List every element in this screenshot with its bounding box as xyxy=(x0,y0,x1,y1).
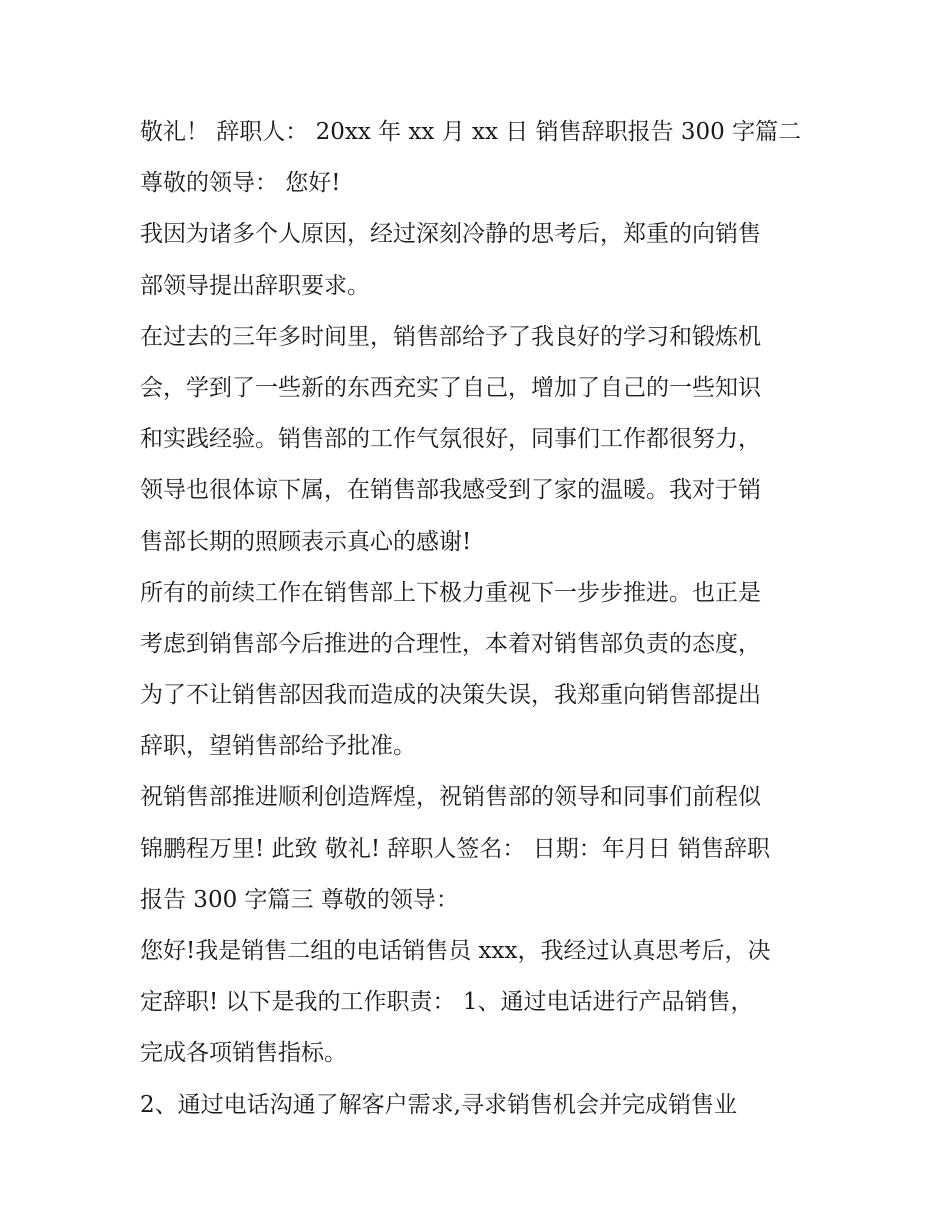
text-line: 考虑到销售部今后推进的合理性，本着对销售部负责的态度， xyxy=(140,630,761,657)
text-line: 所有的前续工作在销售部上下极力重视下一步步推进。也正是 xyxy=(140,579,761,606)
text-line: 敬礼！ 辞职人： 20xx 年 xx 月 xx 日 销售辞职报告 300 字篇二 xyxy=(140,119,802,145)
text-line: 会，学到了一些新的东西充实了自己，增加了自己的一些知识 xyxy=(140,374,761,401)
text-line: 为了不让销售部因我而造成的决策失误，我郑重向销售部提出 xyxy=(140,682,761,709)
text-line: 售部长期的照顾表示真心的感谢! xyxy=(140,528,472,555)
text-line: 完成各项销售指标。 xyxy=(140,1040,347,1067)
text-line: 领导也很体谅下属，在销售部我感受到了家的温暖。我对于销 xyxy=(140,477,761,504)
text-line: 锦鹏程万里! 此致 敬礼! 辞职人签名： 日期：年月日 销售辞职 xyxy=(140,835,771,862)
text-line: 您好!我是销售二组的电话销售员 xxx，我经过认真思考后，决 xyxy=(140,938,771,964)
text-line: 部领导提出辞职要求。 xyxy=(140,272,370,299)
text-line: 定辞职! 以下是我的工作职责： 1、通过电话进行产品销售， xyxy=(140,989,754,1016)
text-line: 在过去的三年多时间里，销售部给予了我良好的学习和锻炼机 xyxy=(140,323,761,350)
text-line: 报告 300 字篇三 尊敬的领导： xyxy=(140,886,459,913)
text-line: 尊敬的领导： 您好! xyxy=(140,170,341,197)
text-line: 我因为诸多个人原因，经过深刻冷静的思考后，郑重的向销售 xyxy=(140,221,761,248)
document-body xyxy=(140,107,820,1131)
text-line: 祝销售部推进顺利创造辉煌，祝销售部的领导和同事们前程似 xyxy=(140,784,761,811)
text-line: 和实践经验。销售部的工作气氛很好，同事们工作都很努力， xyxy=(140,426,761,453)
text-line: 辞职，望销售部给予批准。 xyxy=(140,733,416,760)
text-line: 2、通过电话沟通了解客户需求,寻求销售机会并完成销售业 xyxy=(140,1091,737,1118)
